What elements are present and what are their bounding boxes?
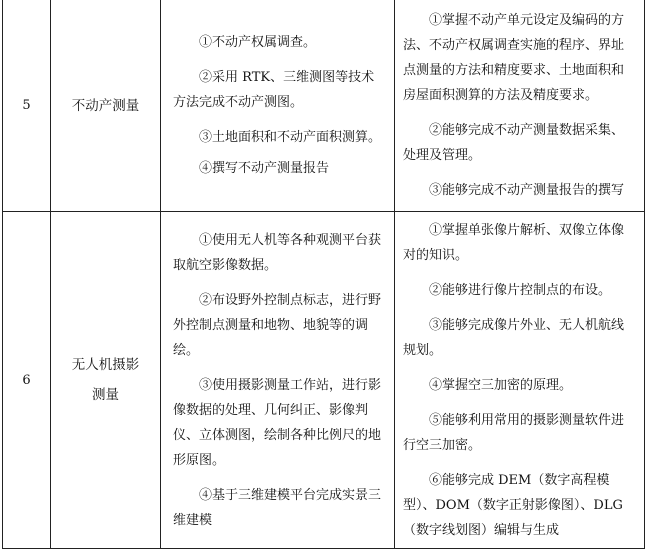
row-title-line: 测量 — [92, 387, 119, 403]
skill-requirements — [395, 0, 645, 212]
requirement-item: ①掌握单张像片解析、双像立体像对的知识。 — [403, 222, 625, 263]
content-item: ①不动产权属调查。 — [199, 35, 317, 50]
row-title-line: 无人机摄影 — [71, 357, 140, 373]
content-item: ③使用摄影测量工作站，进行影像数据的处理、几何纠正、影像判仪、立体测图，绘制各种比例尺的地形原图。 — [173, 377, 382, 468]
requirement-item: ①掌握不动产单元设定及编码的方法、不动产权属调查实施的程序、界址点测量的方法和精度要求、土地面积和房屋面积测算的方法及精度要求。 — [403, 13, 625, 103]
requirement-item: ③能够完成像片外业、无人机航线规划。 — [403, 317, 625, 358]
content-item: ②布设野外控制点标志，进行野外控制点测量和地物、地貌等的调绘。 — [173, 292, 382, 358]
skill-requirements — [395, 212, 645, 549]
row-title — [51, 0, 161, 212]
table-row — [3, 212, 645, 549]
requirement-item: ⑤能够利用常用的摄影测量软件进行空三加密。 — [403, 412, 625, 453]
row-title-line: 不动产测量 — [71, 97, 140, 114]
course-table — [2, 0, 645, 549]
content-item: ④撰写不动产测量报告 — [199, 161, 330, 176]
requirement-item: ②能够完成不动产测量数据采集、处理及管理。 — [403, 123, 625, 163]
requirement-item: ⑥能够完成 DEM（数字高程模型）、DOM（数字正射影像图）、DLG（数字线划图）编辑与生成 — [403, 472, 623, 538]
row-number: 5 — [3, 0, 51, 212]
content-item: ②采用 RTK、三维测图等技术方法完成不动产测图。 — [173, 70, 375, 110]
row-title — [51, 212, 161, 549]
requirement-item: ②能够进行像片控制点的布设。 — [429, 282, 612, 298]
work-content — [161, 0, 395, 212]
requirement-item: ④掌握空三加密的原理。 — [429, 377, 573, 393]
work-content — [161, 212, 395, 549]
content-item: ①使用无人机等各种观测平台获取航空影像数据。 — [173, 232, 382, 273]
row-number: 6 — [3, 212, 51, 549]
requirement-item: ③能够完成不动产测量报告的撰写 — [429, 183, 625, 198]
content-item: ④基于三维建模平台完成实景三维建模 — [173, 487, 382, 528]
table-row — [3, 0, 645, 212]
content-item: ③土地面积和不动产面积测算。 — [199, 130, 382, 145]
